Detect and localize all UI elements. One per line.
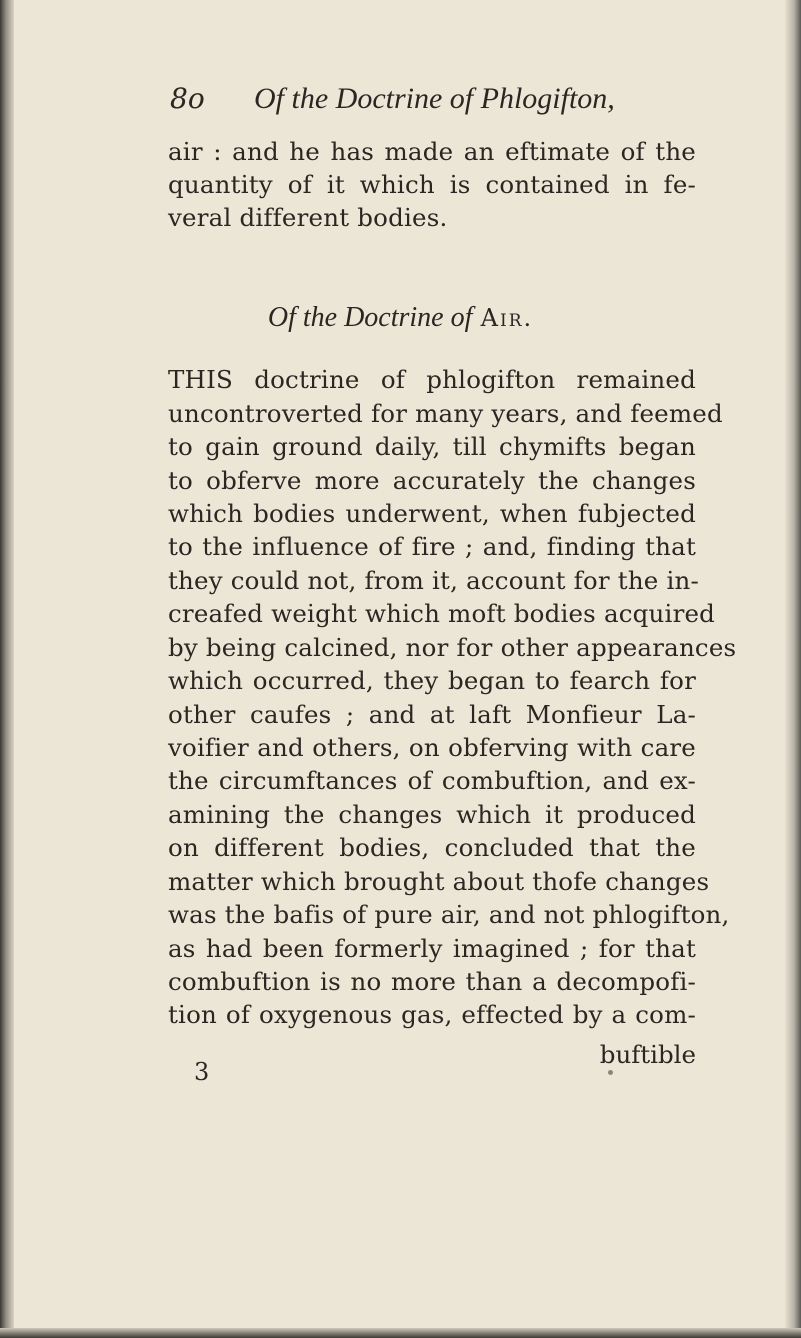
text-line: combuftion is no more than a decompofi‑ — [168, 967, 696, 996]
text-line: they could not, from it, account for the in‑ — [168, 566, 699, 595]
page-footer — [168, 1040, 696, 1086]
text-line: creafed weight which moft bodies acquired — [168, 599, 716, 628]
text-line: to gain ground daily, till chymifts began — [168, 432, 696, 461]
text-line: on different bodies, concluded that the — [168, 833, 696, 862]
text-line: by being calcined, nor for other appearances — [168, 633, 737, 662]
text-line: to obferve more accurately the changes — [168, 466, 696, 495]
text-line: the circumftances of combuftion, and ex- — [168, 766, 696, 795]
text-line: amining the changes which it produced — [168, 800, 696, 829]
page-fore-edge — [785, 0, 801, 1338]
section-title — [0, 302, 801, 334]
text-line: uncontroverted for many years, and feemed — [168, 399, 723, 428]
running-head: Of the Doctrine of Phlogifton, — [254, 82, 615, 115]
text-line: THIS doctrine of phlogifton remained — [168, 365, 696, 394]
text-line: which occurred, they began to fearch for — [168, 666, 696, 695]
text-line: to the influence of fire ; and, finding that — [168, 532, 696, 561]
text-line: voifier and others, on obferving with care — [168, 733, 696, 762]
text-line: veral different bodies. — [168, 203, 448, 232]
section-title-prefix: Of the Doctrine of — [267, 302, 473, 333]
ink-spot — [608, 1070, 613, 1075]
page-header — [170, 82, 690, 126]
page-number: 8o — [170, 82, 205, 115]
text-line: air : and he has made an eftimate of the — [168, 137, 696, 166]
section-title-word: Air. — [480, 304, 534, 332]
page-binding-edge — [0, 0, 14, 1338]
text-line: was the bafis of pure air, and not phlogifton, — [168, 900, 730, 929]
text-line: tion of oxygenous gas, effected by a com- — [168, 1000, 696, 1029]
catchword: buftible — [599, 1040, 696, 1069]
signature-mark: 3 — [194, 1058, 210, 1086]
page-bottom-edge — [0, 1328, 801, 1338]
text-line: matter which brought about thofe changes — [168, 867, 710, 896]
text-line: which bodies underwent, when fubjected — [168, 499, 696, 528]
text-line: other caufes ; and at laft Monfieur La‑ — [168, 700, 696, 729]
text-line: as had been formerly imagined ; for that — [168, 934, 696, 963]
text-line: quantity of it which is contained in fe‑ — [168, 170, 696, 199]
